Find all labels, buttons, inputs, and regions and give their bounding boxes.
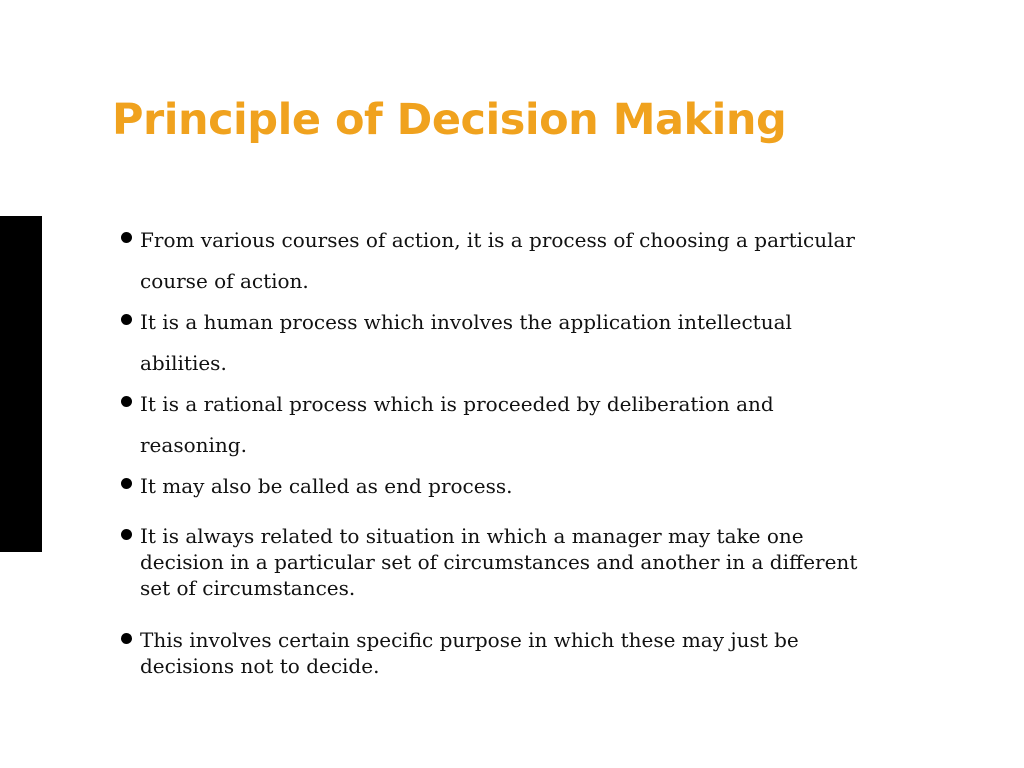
bullet-text: It is always related to situation in which a manager may take one decision in a particular set of circumstances and another in a different set of circumstances. [140, 524, 858, 600]
bullet-text: This involves certain specific purpose in which these may just be decisions not to decide. [140, 628, 799, 678]
side-accent-bar [0, 216, 42, 552]
list-item [118, 523, 878, 601]
bullet-text: It may also be called as end process. [140, 474, 513, 498]
bullet-text: From various courses of action, it is a process of choosing a particular course of action. [140, 228, 855, 293]
bullet-list [118, 220, 878, 679]
bullet-icon [121, 478, 132, 489]
list-item [118, 220, 878, 302]
bullet-icon [121, 529, 132, 540]
bullet-icon [121, 232, 132, 243]
bullet-text: It is a rational process which is proceeded by deliberation and reasoning. [140, 392, 774, 457]
slide-title: Principle of Decision Making [112, 95, 787, 145]
list-item [118, 384, 878, 466]
list-item [118, 466, 878, 507]
bullet-icon [121, 314, 132, 325]
bullet-icon [121, 396, 132, 407]
list-item [118, 627, 878, 679]
list-item [118, 302, 878, 384]
bullet-icon [121, 633, 132, 644]
bullet-text: It is a human process which involves the application intellectual abilities. [140, 310, 792, 375]
